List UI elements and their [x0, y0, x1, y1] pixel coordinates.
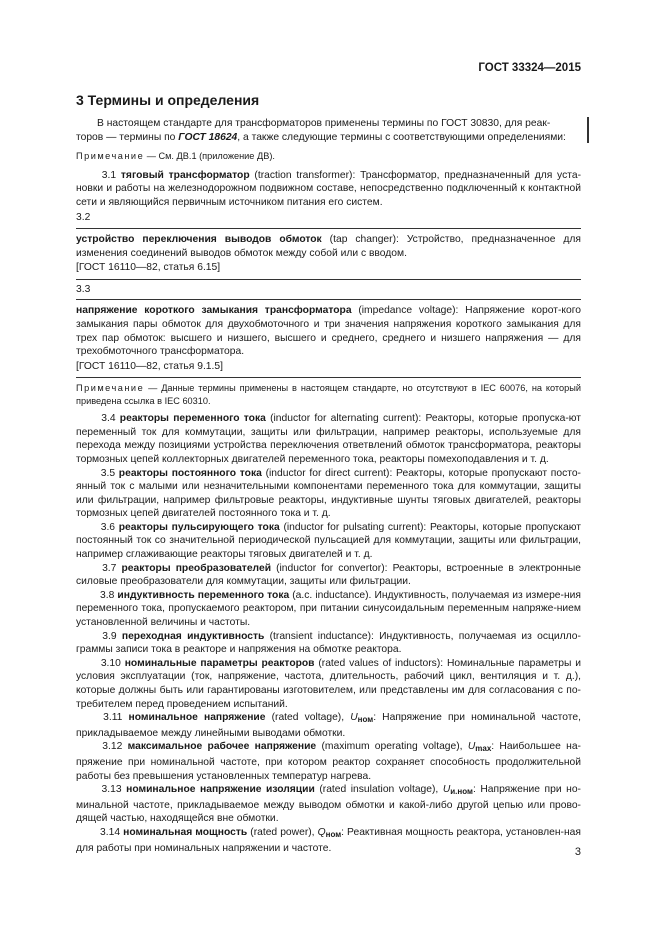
- term-3-1-num: 3.1: [101, 169, 117, 181]
- term-3-10-num: 3.10: [100, 657, 121, 669]
- term-3-14-name: номинальная мощность: [123, 826, 248, 838]
- term-3-5: [76, 467, 581, 521]
- term-3-13-num: 3.13: [101, 784, 122, 796]
- term-3-12-num: 3.12: [102, 741, 123, 753]
- note-2: [76, 382, 581, 407]
- term-3-6: [76, 521, 581, 562]
- term-3-14: [76, 826, 581, 855]
- term-3-4-num: 3.4: [101, 413, 116, 425]
- term-3-14-pre: (rated power),: [247, 826, 318, 838]
- term-3-1-name: тяговый трансформатор: [120, 169, 250, 181]
- term-3-3-ref: [ГОСТ 16110—82, статья 9.1.5]: [76, 360, 223, 372]
- term-3-5-name: реакторы постоянного тока: [118, 467, 262, 479]
- note-1: [76, 150, 581, 162]
- term-3-4-def: (inductor for alternating current): Реакторы, которые пропуска-ют переменный ток для коммутации, защиты или фильтрации, например реакторы, используемые для перехода между позициями устройства переключения ответвлений обмоток трансформатора, реакторы тормозных цепей коллекторных двигателей переменного тока, реакторы помехоподавления и т. д.: [76, 413, 581, 465]
- note-1-label: Примечание: [76, 151, 145, 162]
- term-3-8-def: (a.c. inductance). Индуктивность, получаемая из измере-ния переменного тока, пропускаемого реактором, при питании синусоидальным переменным напряже-нием установленной величины и частоты.: [76, 589, 581, 629]
- term-3-11-symbol: U: [350, 712, 358, 724]
- term-3-11-num: 3.11: [103, 712, 123, 724]
- term-3-10: [76, 657, 581, 711]
- term-3-9-name: переходная индуктивность: [121, 630, 265, 642]
- term-3-2-num: 3.2: [76, 212, 91, 224]
- term-3-11-pre: (rated voltage),: [265, 712, 351, 724]
- section-content: [76, 117, 581, 855]
- term-3-12-name: максимальное рабочее напряжение: [127, 741, 317, 753]
- term-3-14-symbol: Q: [317, 826, 326, 838]
- term-3-8-num: 3.8: [100, 589, 115, 601]
- term-3-2-name: устройство переключения выводов обмоток: [76, 233, 322, 245]
- term-3-7-name: реакторы преобразователей: [121, 562, 272, 574]
- note-1-text: — См. ДВ.1 (приложение ДВ).: [144, 151, 275, 162]
- term-3-13-subscript: и.ном: [450, 787, 473, 797]
- term-3-6-name: реакторы пульсирующего тока: [118, 521, 280, 533]
- term-3-2-def: (tap changer): Устройство, предназначенное для изменения соединений выводов обмоток между собой или с вводом.: [76, 233, 581, 259]
- term-3-14-subscript: ном: [325, 829, 342, 839]
- intro-line-2b: , а также следующие термины с соответствующими определениями:: [237, 131, 566, 143]
- term-3-8: [76, 589, 581, 630]
- intro-line-1: В настоящем стандарте для трансформаторов применены термины по ГОСТ 30830, для реак-: [97, 118, 551, 129]
- term-3-13-def: : Напряжение при но-минальной частоте, прикладываемое между выводом обмотки и какой-либо другой цепью или прово-дящей частью, находящейся вне обмотки.: [76, 784, 581, 825]
- term-3-10-name: номинальные параметры реакторов: [124, 657, 315, 669]
- term-3-1: [76, 169, 581, 210]
- term-3-8-name: индуктивность переменного тока: [117, 589, 290, 601]
- term-3-12-pre: (maximum operating voltage),: [316, 741, 468, 753]
- standard-header: ГОСТ 33324—2015: [478, 62, 581, 74]
- term-3-11-name: номинальное напряжение: [128, 712, 266, 724]
- term-3-13-name: номинальное напряжение изоляции: [126, 784, 315, 796]
- term-3-2-ref: [ГОСТ 16110—82, статья 6.15]: [76, 262, 221, 274]
- term-3-11: [76, 711, 581, 740]
- term-3-12: [76, 740, 581, 783]
- note-2-label: Примечание: [76, 383, 145, 394]
- term-3-5-def: (inductor for direct current): Реакторы, которые пропускают посто-янный ток с малыми или незначительными компонентами переменного тока для коммутации, защиты или фильтрации, например фильтровые реакторы, индуктивные шунты тяговых двигателей, реакторы тормозных цепей двигателей постоянного тока и т. д.: [76, 467, 581, 520]
- term-3-9-def: (transient inductance): Индуктивность, получаемая из осцилло-граммы записи тока в реакторе и напряжения на обмотке реактора.: [76, 630, 581, 656]
- term-3-11-def: : Напряжение при номинальной частоте, прикладываемое между линейными выводами обмотки.: [76, 712, 581, 739]
- term-3-7: [76, 562, 581, 589]
- term-3-12-symbol: U: [467, 741, 476, 753]
- term-3-2-box: [76, 228, 581, 280]
- term-3-5-num: 3.5: [100, 467, 116, 479]
- term-3-12-def: : Наибольшее на-пряжение при номинальной частоте, при котором реактор сохраняет способность продолжительной работы без превышения установленных температур нагрева.: [76, 741, 581, 782]
- term-3-13-pre: (rated insulation voltage),: [314, 784, 443, 796]
- term-3-14-def: : Реактивная мощность реактора, установлен-ная для работы при номинальных напряжении и частоте.: [76, 826, 581, 854]
- term-3-7-def: (inductor for convertor): Реакторы, встроенные в электронные силовые преобразователи для коммутации, защиты или фильтрации.: [76, 562, 581, 588]
- term-3-13-symbol: U: [442, 784, 451, 796]
- term-3-1-def: (traction transformer): Трансформатор, предназначенный для уста-новки и работы на железнодорожном подвижном составе, непосредственно подключенный к контактной сети и являющийся первичным источником питания его систем.: [76, 169, 581, 208]
- intro-paragraph: [76, 117, 581, 144]
- term-3-4: [76, 412, 581, 466]
- section-title: 3 Термины и определения: [76, 92, 260, 108]
- page-number: 3: [574, 846, 581, 858]
- term-3-14-num: 3.14: [100, 826, 121, 838]
- term-3-6-num: 3.6: [100, 521, 116, 533]
- term-3-7-num: 3.7: [102, 562, 117, 574]
- term-3-11-subscript: ном: [357, 715, 374, 725]
- intro-ref-standard: ГОСТ 18624: [178, 131, 238, 143]
- term-3-3-box: [76, 299, 581, 378]
- term-3-10-def: (rated values of inductors): Номинальные параметры и условия эксплуатации (ток, напряжение, частота, длительность, рабочий цикл, вентиляция и т. д.), которые должны быть или гарантированы изготовителем, или представлены им для согласования с по-требителем перед проведением испытаний.: [76, 657, 581, 710]
- term-3-13: [76, 783, 581, 826]
- term-3-4-name: реакторы переменного тока: [119, 413, 266, 425]
- term-3-3-num: 3.3: [76, 283, 91, 295]
- term-3-6-def: (inductor for pulsating current): Реакторы, которые пропускают постоянный ток со значительной периодической пульсацией для коммутации, защиты или фильтрации, например сглаживающие реакторы тяговых двигателей и т. д.: [76, 521, 581, 561]
- change-bar: [587, 117, 589, 143]
- term-3-3-name: напряжение короткого замыкания трансформатора: [76, 305, 352, 317]
- term-3-3-def: (impedance voltage): Напряжение корот-кого замыкания пары обмоток для двухобмоточного и три значения напряжения короткого замыкания для трех пар обмоток: высшего и низшего, высшего и среднего, среднего и низшего напряжения — для трехобмоточного трансформатора.: [76, 305, 581, 358]
- note-2-text: — Данные термины применены в настоящем стандарте, но отсутствуют в IEC 60076, на который приведена ссылка в IEC 60310.: [76, 383, 581, 406]
- intro-line-2a: торов — термины по: [76, 131, 179, 143]
- term-3-9: [76, 630, 581, 657]
- term-3-9-num: 3.9: [102, 630, 117, 642]
- term-3-12-subscript: max: [475, 744, 492, 754]
